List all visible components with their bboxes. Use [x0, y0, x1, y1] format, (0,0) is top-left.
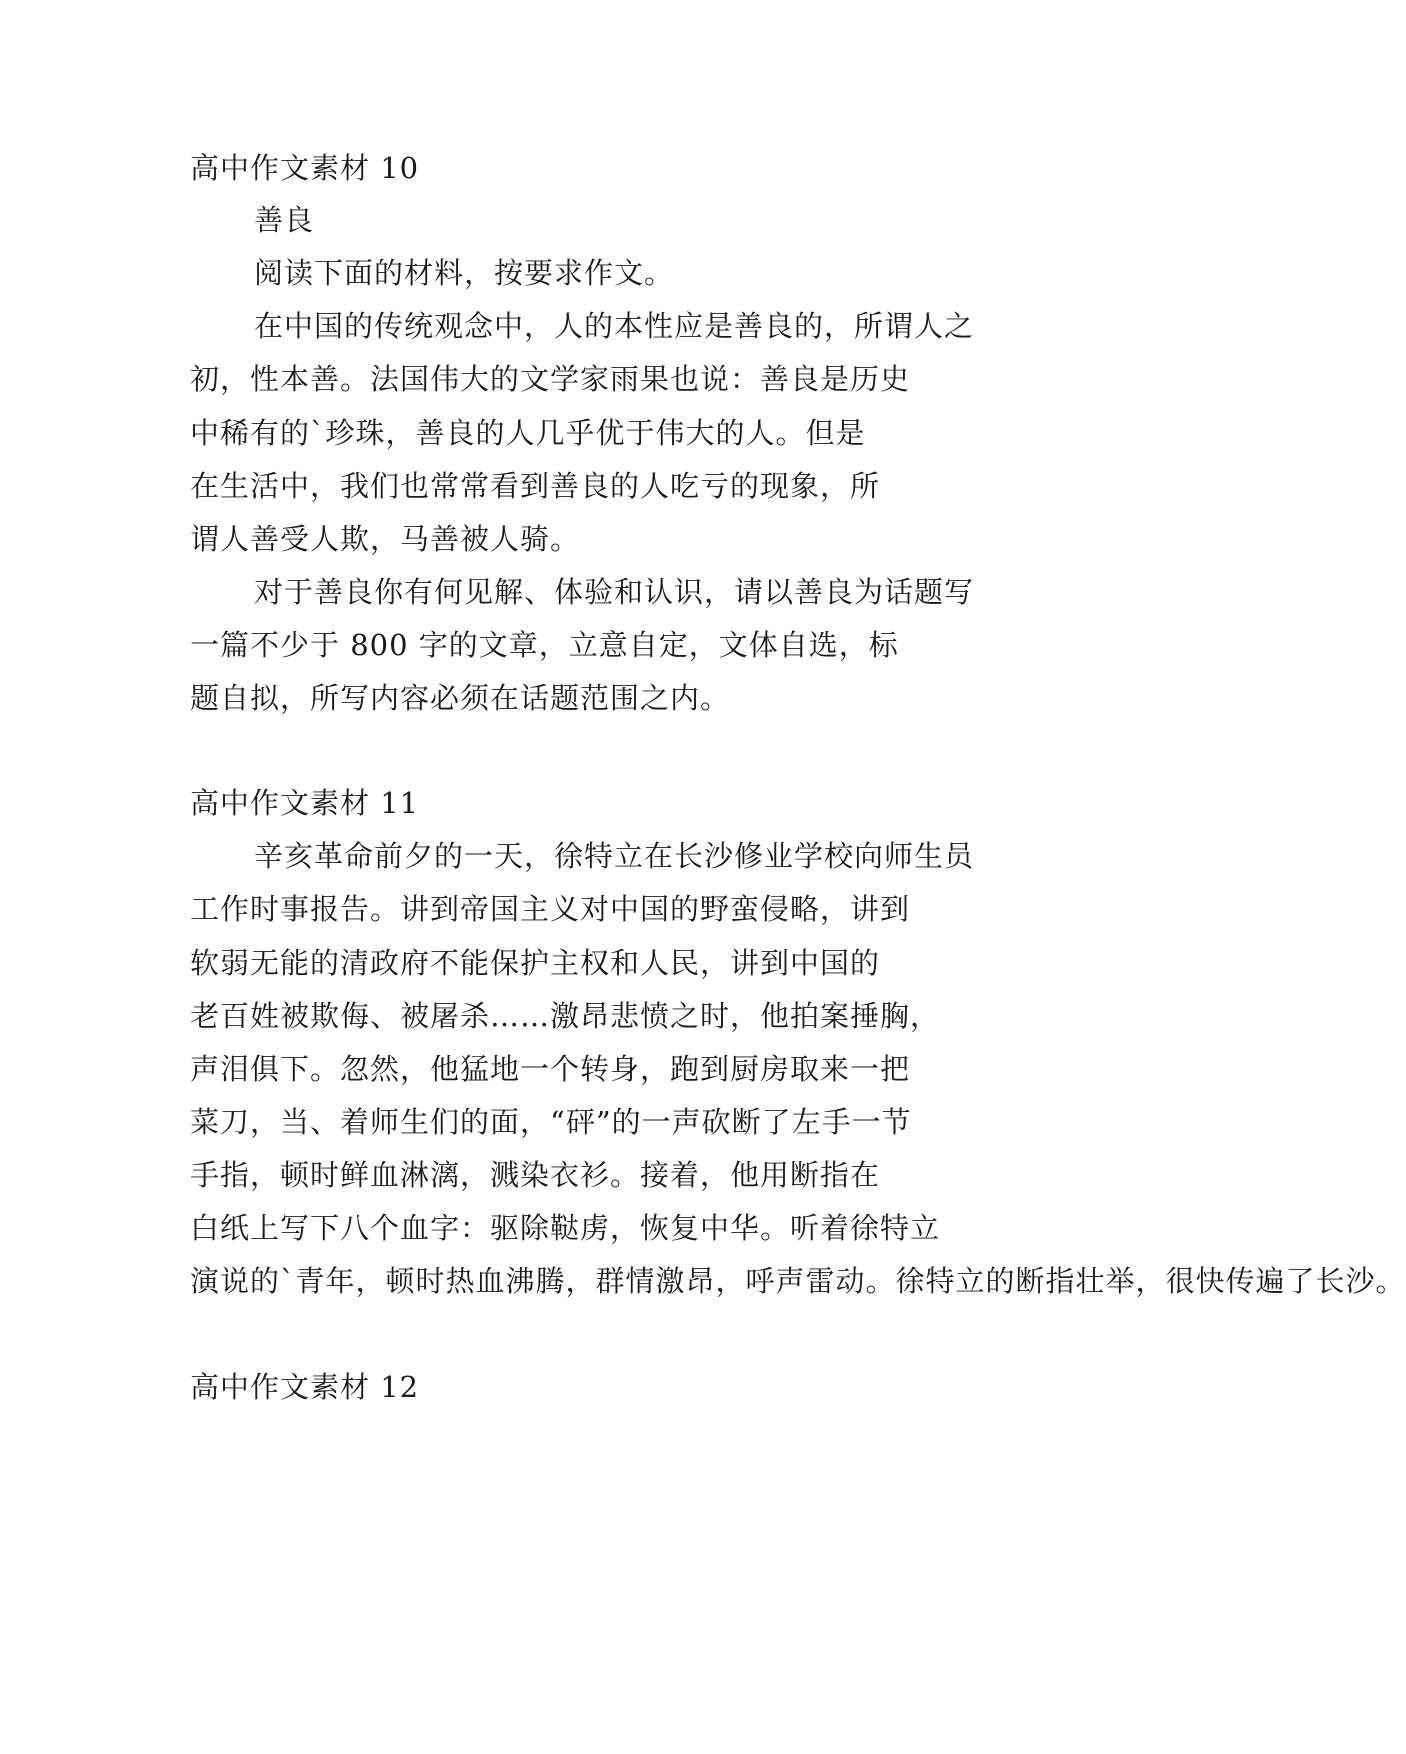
text-line: 声泪俱下。忽然，他猛地一个转身，跑到厨房取来一把	[190, 1052, 911, 1086]
paragraph-instruction: 阅读下面的材料，按要求作文。	[254, 256, 675, 290]
text-line: 一篇不少于 800 字的文章，立意自定，文体自选，标	[190, 628, 899, 662]
text-line: 手指，顿时鲜血淋漓，溅染衣衫。接着，他用断指在	[190, 1158, 881, 1192]
text-line: 工作时事报告。讲到帝国主义对中国的野蛮侵略，讲到	[190, 892, 911, 926]
text-line: 谓人善受人欺，马善被人骑。	[190, 522, 581, 556]
text-line: 中稀有的`珍珠，善良的人几乎优于伟大的人。但是	[190, 416, 866, 450]
text-line: 菜刀，当、着师生们的面，“砰”的一声砍断了左手一节	[190, 1105, 912, 1139]
text-line: 辛亥革命前夕的一天，徐特立在长沙修业学校向师生员	[254, 839, 975, 873]
text-line: 在中国的传统观念中，人的本性应是善良的，所谓人之	[254, 309, 975, 343]
section-heading-11: 高中作文素材 11	[190, 786, 420, 820]
text-line: 白纸上写下八个血字：驱除鞑虏，恢复中华。听着徐特立	[190, 1211, 941, 1245]
text-line: 题自拟，所写内容必须在话题范围之内。	[190, 681, 731, 715]
section-subtitle: 善良	[254, 203, 315, 237]
text-line: 初，性本善。法国伟大的文学家雨果也说：善良是历史	[190, 362, 911, 396]
text-line: 老百姓被欺侮、被屠杀……激昂悲愤之时，他拍案捶胸，	[190, 999, 941, 1033]
text-line: 软弱无能的清政府不能保护主权和人民，讲到中国的	[190, 946, 881, 980]
section-heading-10: 高中作文素材 10	[190, 151, 420, 185]
section-heading-12: 高中作文素材 12	[190, 1370, 420, 1404]
text-line: 在生活中，我们也常常看到善良的人吃亏的现象，所	[190, 469, 881, 503]
text-line: 演说的`青年，顿时热血沸腾，群情激昂，呼声雷动。徐特立的断指壮举，很快传遍了长沙。	[190, 1264, 1406, 1298]
text-line: 对于善良你有何见解、体验和认识，请以善良为话题写	[254, 575, 975, 609]
